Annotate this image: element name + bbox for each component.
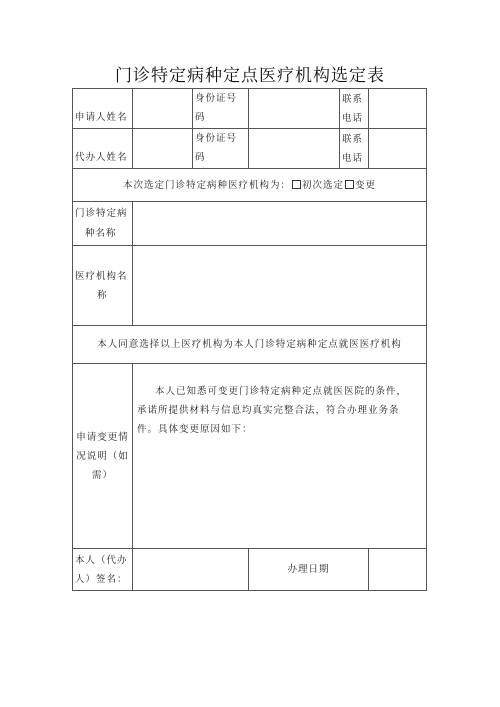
applicant-phone-label-line2: 电话 (342, 112, 364, 124)
applicant-phone-field[interactable] (369, 89, 427, 129)
institution-row (73, 246, 427, 326)
agent-row (73, 129, 427, 169)
commitment-line2: 承诺所提供材料与信息均真实完整合法，符合办理业务条 (137, 405, 400, 416)
agent-name-label: 代办人姓名 (73, 129, 133, 169)
signature-row (73, 549, 427, 591)
change-reason-row (73, 364, 427, 549)
signature-label (73, 549, 133, 591)
consent-row (73, 326, 427, 364)
change-reason-field[interactable] (133, 364, 427, 549)
disease-row (73, 202, 427, 246)
signature-field[interactable] (133, 549, 249, 591)
applicant-phone-label-line1: 联系 (342, 93, 364, 105)
institution-name-field[interactable] (133, 246, 427, 326)
applicant-id-label: 身份证号码 (193, 89, 249, 129)
initial-selection-label: 初次选定 (301, 179, 344, 191)
initial-selection-checkbox[interactable] (292, 180, 301, 189)
agent-name-field[interactable] (133, 129, 193, 169)
disease-name-field[interactable] (133, 202, 427, 246)
change-reason-label-line2: 况说明（如 (76, 450, 129, 462)
agent-id-label: 身份证号码 (193, 129, 249, 169)
form-title: 门诊特定病种定点医疗机构选定表 (115, 66, 385, 86)
agent-phone-label-line2: 电话 (342, 152, 364, 164)
change-checkbox[interactable] (345, 180, 354, 189)
disease-name-label-line2: 种名称 (85, 228, 117, 239)
change-reason-label-line3: 需） (91, 469, 113, 481)
applicant-id-field[interactable] (249, 89, 340, 129)
agent-phone-field[interactable] (369, 129, 427, 169)
selection-cell (73, 169, 427, 202)
agent-id-field[interactable] (249, 129, 340, 169)
application-form-table (72, 88, 427, 591)
date-field[interactable] (369, 549, 427, 591)
applicant-name-label: 申请人姓名 (73, 89, 133, 129)
change-label: 变更 (355, 179, 377, 191)
applicant-row (73, 89, 427, 129)
institution-name-label (73, 246, 133, 326)
disease-name-label (73, 202, 133, 246)
applicant-phone-label (340, 89, 369, 129)
agent-phone-label-line1: 联系 (342, 133, 364, 145)
commitment-line3: 件。具体变更原因如下： (137, 424, 253, 435)
signature-label-line2: 人）签名： (75, 573, 128, 585)
institution-name-label-line1: 医疗机构名 (75, 270, 128, 282)
change-reason-label (73, 364, 133, 549)
change-reason-label-line1: 申请变更情 (76, 431, 129, 443)
agent-phone-label (340, 129, 369, 169)
commitment-line1: 本人已知悉可变更门诊特定病种定点就医医院的条件， (155, 386, 408, 397)
disease-name-label-line1: 门诊特定病 (75, 208, 128, 219)
selection-row (73, 169, 427, 202)
date-label: 办理日期 (249, 549, 369, 591)
consent-text: 本人同意选择以上医疗机构为本人门诊特定病种定点就医医疗机构 (73, 326, 427, 364)
applicant-name-field[interactable] (133, 89, 193, 129)
institution-name-label-line2: 称 (97, 289, 108, 301)
selection-prefix: 本次选定门诊特定病种医疗机构为： (122, 179, 291, 191)
signature-label-line1: 本人（代办 (75, 554, 128, 566)
